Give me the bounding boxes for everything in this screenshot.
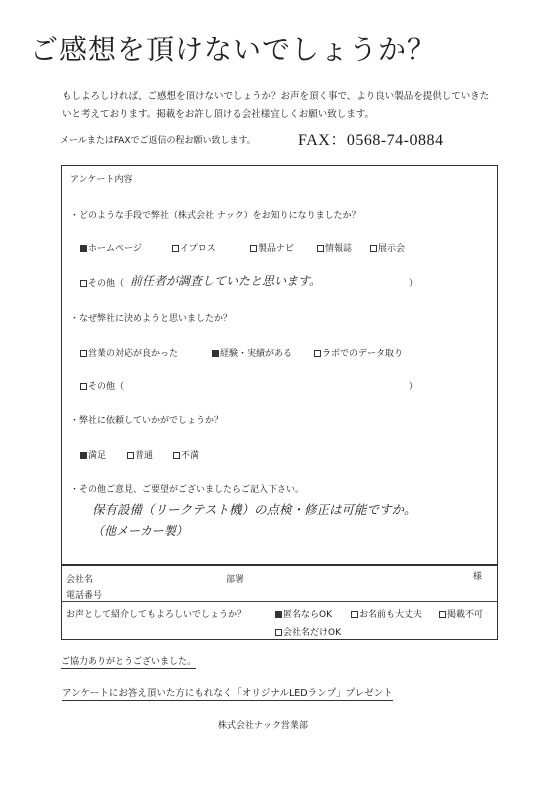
checkbox[interactable] [80, 383, 87, 390]
checkbox[interactable] [172, 245, 179, 252]
q1-option-ipros[interactable]: イプロス [172, 241, 216, 254]
q3-option-normal[interactable]: 普通 [127, 448, 153, 461]
publish-option-anonymous[interactable]: 匿名ならOK [275, 607, 332, 620]
phone-label: 電話番号 [66, 591, 103, 601]
q2-other-close: ） [409, 382, 419, 392]
question-2: ・なぜ弊社に決めようと思いましたか？ [70, 314, 233, 324]
checkbox[interactable] [351, 611, 358, 618]
q1-option-magazine[interactable]: 情報誌 [317, 241, 352, 254]
checkbox[interactable] [275, 629, 282, 636]
q1-option-seihin-navi[interactable]: 製品ナビ [250, 241, 294, 254]
q2-option-sales[interactable]: 営業の対応が良かった [80, 346, 178, 359]
q3-option-unsatisfied[interactable]: 不満 [173, 448, 199, 461]
q1-other-answer[interactable]: 前任者が調査していたと思います。 [130, 274, 322, 288]
fax-number: FAX：0568-74-0884 [298, 132, 444, 149]
thanks-text: ご協力ありがとうございました。 [61, 654, 196, 669]
checkbox[interactable] [314, 350, 321, 357]
q1-other-close: ） [409, 279, 419, 289]
question-1: ・どのような手段で弊社（株式会社 ナック）をお知りになりましたか？ [70, 211, 361, 221]
page-title: ご感想を頂けないでしょうか？ [30, 33, 437, 66]
checkbox[interactable] [370, 245, 377, 252]
checkbox-checked[interactable] [275, 611, 282, 618]
company-label: 会社名 [66, 575, 94, 585]
publish-option-name-ok[interactable]: お名前も大丈夫 [351, 607, 422, 620]
q4-answer-line2[interactable]: （他メーカー製） [92, 524, 188, 538]
q1-option-homepage[interactable]: ホームページ [80, 241, 142, 254]
question-3: ・弊社に依頼していかがでしょうか？ [70, 416, 224, 426]
q1-other[interactable]: その他（ [80, 276, 124, 289]
checkbox[interactable] [439, 611, 446, 618]
intro-text: もしよろしければ、ご感想を頂けないでしょうか？お声を頂く事で、より良い製品を提供していきたいと考えております。掲載をお許し頂ける会社様宜しくお願い致します。 [62, 91, 490, 120]
publish-option-company-only[interactable]: 会社名だけOK [275, 625, 341, 638]
q4-answer-line1[interactable]: 保有設備（リークテスト機）の点検・修正は可能ですか。 [92, 502, 417, 517]
company-footer: 株式会社ナック営業部 [218, 721, 308, 731]
publish-question: お声として紹介してもよろしいでしょうか？ [66, 610, 247, 620]
info-divider [61, 601, 498, 602]
question-4: ・その他ご意見、ご要望がございましたらご記入下さい。 [70, 485, 305, 495]
publish-option-no[interactable]: 掲載不可 [439, 607, 483, 620]
dept-label: 部署 [226, 575, 245, 585]
checkbox[interactable] [80, 280, 87, 287]
present-text: アンケートにお答え頂いた方にもれなく「オリジナルLEDランプ」プレゼント [62, 685, 393, 701]
checkbox-checked[interactable] [80, 452, 87, 459]
checkbox[interactable] [173, 452, 180, 459]
q1-option-exhibition[interactable]: 展示会 [370, 241, 405, 254]
checkbox-checked[interactable] [80, 245, 87, 252]
sama-label: 様 [473, 572, 483, 582]
q2-option-experience[interactable]: 経験・実績がある [212, 346, 292, 359]
checkbox[interactable] [250, 245, 257, 252]
checkbox[interactable] [317, 245, 324, 252]
checkbox[interactable] [127, 452, 134, 459]
checkbox-checked[interactable] [212, 350, 219, 357]
q2-option-lab[interactable]: ラボでのデータ取り [314, 346, 403, 359]
q2-other[interactable]: その他（ [80, 379, 124, 392]
q3-option-satisfied[interactable]: 満足 [80, 448, 106, 461]
checkbox[interactable] [80, 350, 87, 357]
contact-note: メールまたはFAXでご返信の程お願い致します。 [60, 136, 256, 146]
survey-heading: アンケート内容 [70, 175, 133, 185]
